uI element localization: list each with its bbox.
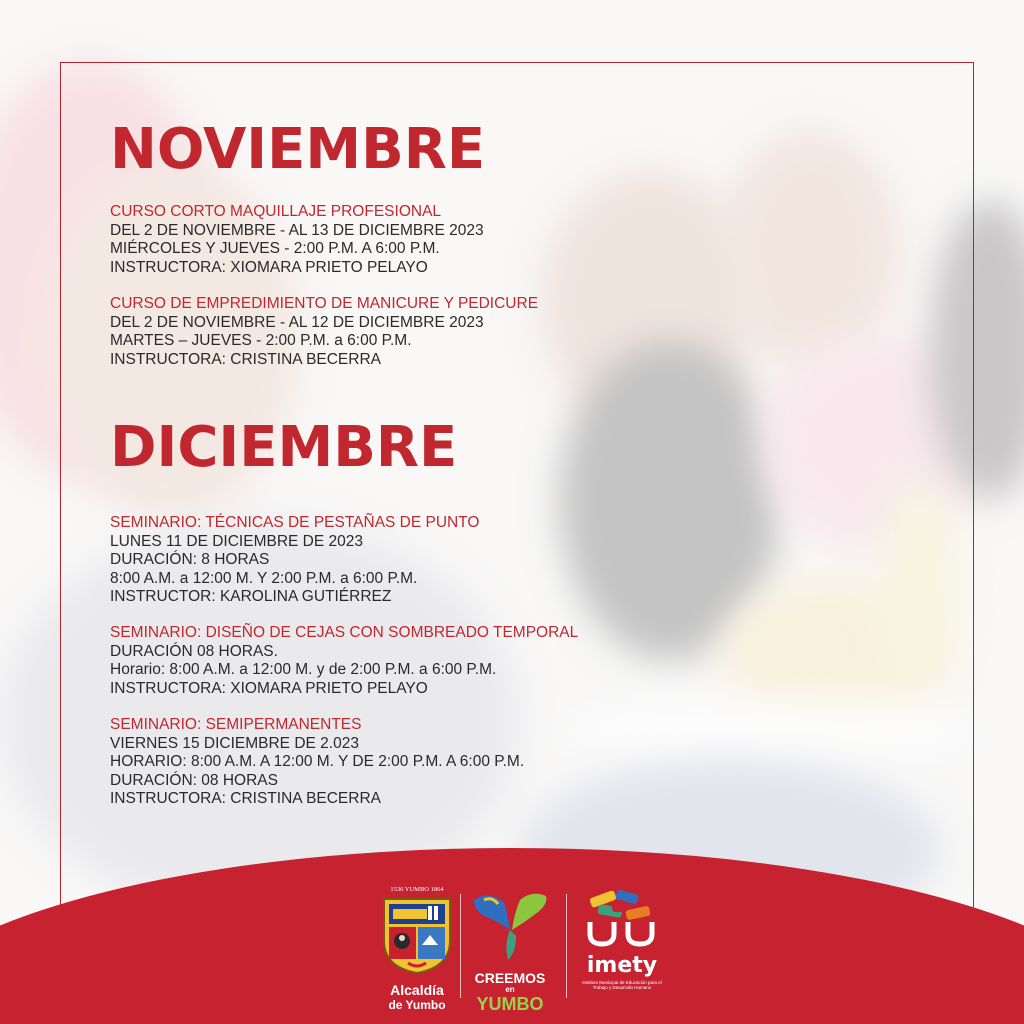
creemos-line2: en [505, 985, 515, 994]
creemos-line1: CREEMOS [474, 970, 546, 986]
imety-name: imety [586, 953, 658, 978]
event-line: MIÉRCOLES Y JUEVES - 2:00 P.M. A 6:00 P.M. [110, 240, 440, 257]
event-title: CURSO DE EMPREDIMIENTO DE MANICURE Y PEDICURE [110, 295, 539, 312]
event-diciembre-2 [110, 624, 578, 698]
event-title: SEMINARIO: TÉCNICAS DE PESTAÑAS DE PUNTO [110, 514, 480, 531]
month-heading-noviembre: NOVIEMBRE [110, 117, 486, 182]
alcaldia-yumbo-logo [378, 886, 456, 1011]
event-line: 8:00 A.M. a 12:00 M. Y 2:00 P.M. a 6:00 P.M. [110, 569, 418, 587]
event-diciembre-1 [110, 514, 480, 607]
imety-emblem-icon [582, 886, 662, 948]
event-line: VIERNES 15 DICIEMBRE DE 2.023 [110, 734, 359, 752]
footer-logos [378, 886, 668, 1016]
event-diciembre-3 [110, 716, 524, 809]
creemos-y-icon [470, 886, 550, 964]
event-title: SEMINARIO: SEMIPERMANENTES [110, 716, 362, 733]
event-line: DEL 2 DE NOVIEMBRE - AL 13 DE DICIEMBRE 2023 [110, 221, 484, 239]
event-line: INSTRUCTOR: KAROLINA GUTIÉRREZ [110, 588, 392, 605]
event-title: CURSO CORTO MAQUILLAJE PROFESIONAL [110, 203, 442, 220]
alcaldia-line1: Alcaldía [390, 982, 444, 998]
event-line: Horario: 8:00 A.M. a 12:00 M. y de 2:00 P.M. a 6:00 P.M. [110, 661, 497, 678]
event-line: INSTRUCTORA: XIOMARA PRIETO PELAYO [110, 679, 428, 697]
event-line: INSTRUCTORA: CRISTINA BECERRA [110, 790, 382, 807]
event-line: MARTES – JUEVES - 2:00 P.M. a 6:00 P.M. [110, 332, 412, 349]
event-line: LUNES 11 DE DICIEMBRE DE 2023 [110, 532, 363, 550]
event-title: SEMINARIO: DISEÑO DE CEJAS CON SOMBREADO TEMPORAL [110, 624, 579, 641]
event-line: DEL 2 DE NOVIEMBRE - AL 12 DE DICIEMBRE 2023 [110, 313, 484, 331]
event-noviembre-2 [110, 295, 538, 369]
event-line: DURACIÓN 08 HORAS. [110, 642, 278, 660]
event-line: DURACIÓN: 08 HORAS [110, 771, 278, 789]
creemos-yumbo-logo [470, 886, 550, 1013]
logo-divider [566, 894, 567, 998]
event-line: INSTRUCTORA: CRISTINA BECERRA [110, 350, 382, 368]
event-line: DURACIÓN: 8 HORAS [110, 551, 270, 568]
creemos-line3: YUMBO [476, 994, 544, 1014]
event-noviembre-1 [110, 203, 484, 277]
coat-of-arms-icon [378, 895, 456, 975]
imety-subtitle: Instituto Municipal de Educación para el Trabajo y Desarrollo Humano [582, 980, 662, 991]
seal-text: 1536 YUMBO 1864 [390, 886, 444, 893]
event-line: INSTRUCTORA: XIOMARA PRIETO PELAYO [110, 258, 428, 276]
alcaldia-line2: de Yumbo [388, 998, 446, 1012]
event-line: HORARIO: 8:00 A.M. A 12:00 M. Y DE 2:00 P.M. A 6:00 P.M. [110, 753, 525, 770]
logo-divider [460, 894, 461, 998]
imety-logo [582, 886, 662, 991]
month-heading-diciembre: DICIEMBRE [110, 415, 458, 480]
